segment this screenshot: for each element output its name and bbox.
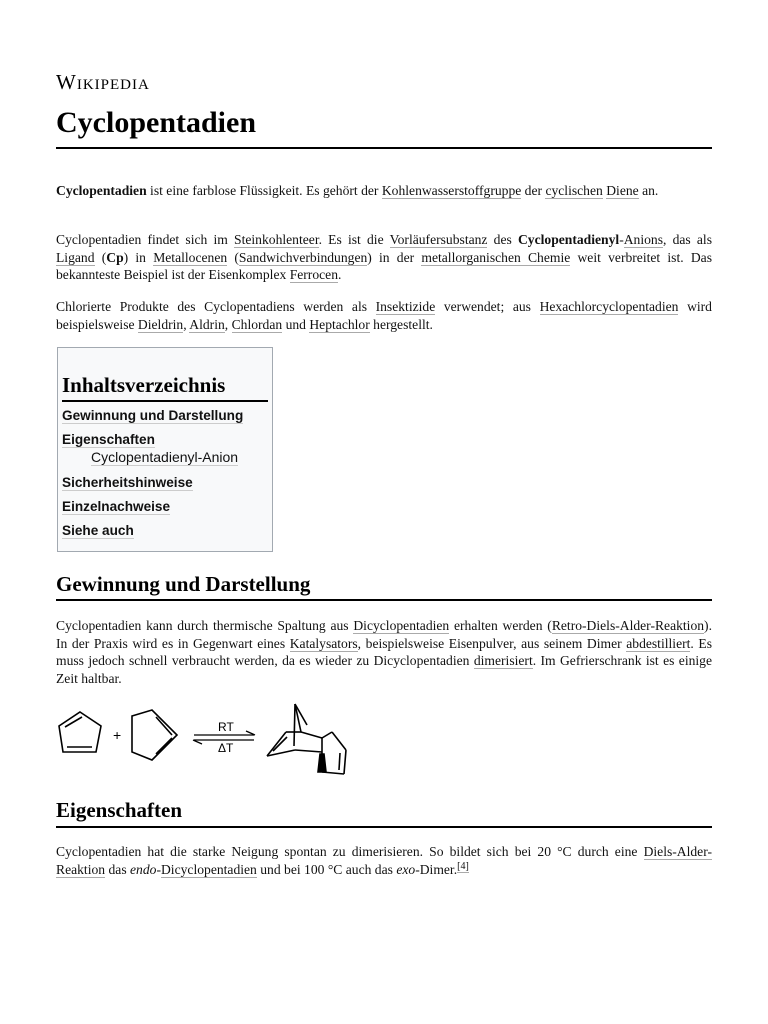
text: ) in der (367, 249, 422, 265)
text: wird beispielsweise (56, 299, 712, 332)
link-heptachlor[interactable]: Heptachlor (309, 316, 370, 332)
link-metallocenen[interactable]: Metallocenen (153, 249, 228, 265)
toc-item-label: Gewinnung und Darstellung (62, 408, 244, 423)
intro-paragraph-2 (56, 231, 712, 284)
link-cyclischen[interactable]: cyclischen (545, 183, 603, 198)
text: Cyclopentadien findet sich im (56, 232, 235, 247)
toc-item-label: Eigenschaften (62, 432, 155, 447)
text: -Dimer. (415, 861, 458, 877)
link-ligand[interactable]: Ligand (56, 249, 95, 265)
text: ( (227, 249, 239, 265)
text: , (183, 316, 190, 332)
text: ) in (123, 249, 154, 265)
link-dimerisiert[interactable]: dimerisiert (473, 653, 533, 669)
text: verwendet; aus (435, 299, 540, 314)
text: Chlorierte Produkte des Cyclopentadiens werden als (56, 299, 376, 314)
page-title: Cyclopentadien (56, 106, 257, 139)
link-dicyclopentadien[interactable]: Dicyclopentadien (353, 618, 450, 633)
toc-item-gewinnung[interactable] (62, 407, 268, 431)
wikipedia-wordmark[interactable]: Wikipedia (56, 70, 150, 94)
section-divider (56, 826, 712, 828)
text: das (105, 861, 131, 877)
link-chlordan[interactable]: Chlordan (231, 316, 283, 332)
text: - (156, 861, 161, 877)
link-steinkohlenteer[interactable]: Steinkohlenteer (234, 232, 319, 247)
link-dicyclopentadien-2[interactable]: Dicyclopentadien (160, 861, 257, 877)
bold-term: Cp (106, 249, 124, 265)
text: Cyclopentadien kann durch thermische Spaltung aus (56, 618, 354, 633)
link-sandwichverbindungen[interactable]: Sandwichverbindungen (238, 249, 368, 265)
link-vorlaeufersubstanz[interactable]: Vorläufersubstanz (389, 232, 488, 247)
lead-term: Cyclopentadien (56, 183, 147, 198)
text: , beispielsweise Eisenpulver, aus seinem Dimer (357, 635, 627, 651)
reverse-condition: ΔT (218, 741, 234, 755)
text: , das als (663, 232, 712, 247)
link-katalysators[interactable]: Katalysators (289, 635, 358, 651)
toc-item-einzelnachweise[interactable] (62, 498, 268, 522)
toc-item-siehe-auch[interactable] (62, 522, 268, 546)
intro-paragraph-1 (56, 182, 712, 200)
title-divider (56, 147, 712, 149)
text: und bei 100 °C auch das (256, 861, 397, 877)
link-insektizide[interactable]: Insektizide (375, 299, 436, 314)
toc-subitem-anion[interactable] (62, 450, 268, 469)
toc-item-label: Cyclopentadienyl-Anion (91, 449, 239, 465)
section-heading-eigenschaften: Eigenschaften (56, 798, 182, 822)
italic-term: endo (130, 861, 157, 877)
section1-paragraph (56, 617, 712, 687)
link-ferrocen[interactable]: Ferrocen (289, 267, 338, 283)
link-metallorganische-chemie[interactable]: metallorganischen Chemie (421, 249, 571, 265)
text: Cyclopentadien hat die starke Neigung spontan zu dimerisieren. So bildet sich bei 20 °C durch eine (56, 844, 644, 859)
link-abdestilliert[interactable]: abdestilliert (626, 635, 691, 651)
link-diels-alder-reaktion[interactable]: Diels-Alder-Reaktion (56, 844, 712, 877)
text: ). In der Praxis wird es in Gegenwart eines (56, 618, 712, 651)
text: an. (638, 183, 659, 198)
plus-sign: + (113, 727, 122, 743)
text: hergestellt. (369, 316, 433, 332)
text: . Im Gefrierschrank ist es einige Zeit haltbar. (56, 653, 712, 686)
link-anions[interactable]: Anions (623, 232, 663, 247)
section-divider (56, 599, 712, 601)
bold-term: Cyclopentadienyl (517, 232, 620, 247)
intro-paragraph-3 (56, 298, 712, 333)
forward-condition: RT (218, 720, 234, 734)
text: ist eine farblose Flüssigkeit. Es gehört der (146, 183, 382, 198)
italic-term: exo (396, 861, 416, 877)
text: weit verbreitet ist. Das bekannteste Beispiel ist der Eisenkomplex (56, 249, 712, 283)
text: . Es ist die (318, 232, 390, 247)
cyclopentadiene-molecule-1 (59, 712, 101, 752)
text: , (224, 316, 232, 332)
cyclopentadiene-molecule-2 (132, 710, 177, 760)
text: der (521, 183, 546, 198)
text: und (282, 316, 310, 332)
link-kohlenwasserstoffgruppe[interactable]: Kohlenwasserstoffgruppe (381, 183, 522, 198)
dimerization-reaction-diagram (56, 700, 356, 782)
text: . Es muss jedoch schnell verbraucht werden, da es wieder zu Dicyclopentadien (56, 635, 712, 669)
reference-link[interactable]: [4] (457, 860, 469, 872)
text: - (619, 232, 624, 247)
toc-item-label: Siehe auch (62, 523, 134, 538)
text: erhalten werden ( (449, 618, 552, 633)
text: . (338, 267, 342, 283)
link-aldrin[interactable]: Aldrin (189, 316, 225, 332)
text: ( (94, 249, 107, 265)
link-dieldrin[interactable]: Dieldrin (137, 316, 184, 332)
section-heading-gewinnung: Gewinnung und Darstellung (56, 572, 311, 596)
toc-item-sicherheitshinweise[interactable] (62, 474, 268, 498)
dicyclopentadiene-molecule (267, 704, 346, 774)
text: des (487, 232, 518, 247)
toc-item-label: Sicherheitshinweise (62, 475, 193, 490)
link-hexachlorcyclopentadien[interactable]: Hexachlorcyclopentadien (539, 299, 679, 314)
link-retro-diels-alder[interactable]: Retro-Diels-Alder-Reaktion (551, 618, 705, 633)
link-diene[interactable]: Diene (606, 183, 639, 198)
table-of-contents (57, 347, 273, 552)
section2-paragraph (56, 843, 712, 878)
toc-item-label: Einzelnachweise (62, 499, 171, 514)
toc-title: Inhaltsverzeichnis (62, 373, 268, 402)
